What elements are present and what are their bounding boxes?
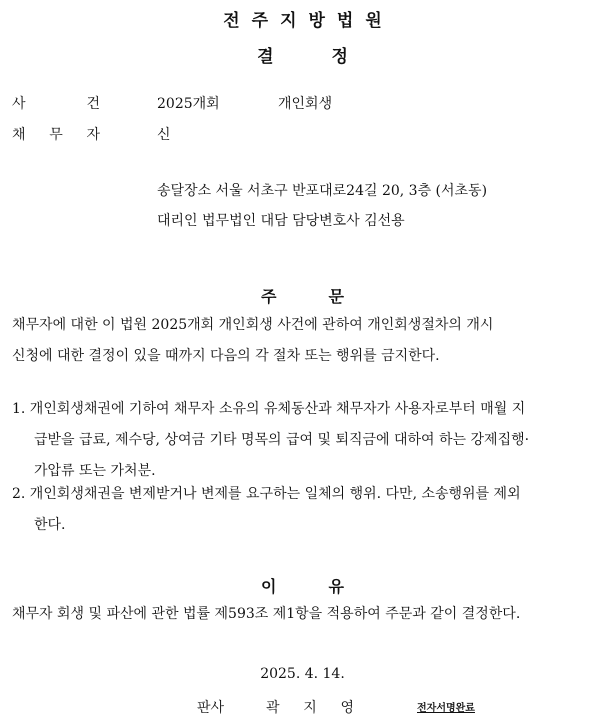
debtor-label-char: 채 bbox=[12, 127, 26, 143]
judge-name bbox=[266, 697, 354, 717]
legal-agent: 대리인 법무법인 대담 담당변호사 김선용 bbox=[157, 213, 405, 229]
debtor-label bbox=[12, 124, 100, 144]
order-item-1 bbox=[12, 394, 597, 487]
delivery-address: 송달장소 서울 서초구 반포대로24길 20, 3층 (서초동) bbox=[157, 183, 488, 199]
order-item-line: 급받을 급료, 제수당, 상여금 기타 명목의 급여 및 퇴직금에 대하여 하는 강제집행· bbox=[34, 432, 530, 448]
order-item-line: 1. 개인회생채권에 기하여 채무자 소유의 유체동산과 채무자가 사용자로부터 매월 지 bbox=[12, 401, 526, 417]
document-type-title: 결정 bbox=[257, 47, 406, 67]
judge-name-char: 곽 bbox=[266, 700, 280, 716]
debtor-name: 신 bbox=[157, 127, 171, 143]
case-number: 2025개회 bbox=[157, 96, 220, 112]
order-item-2 bbox=[12, 479, 597, 541]
judge-name-char: 지 bbox=[303, 700, 317, 716]
electronic-signature-stamp: 전자서명완료 bbox=[417, 703, 475, 714]
decision-date: 2025. 4. 14. bbox=[260, 666, 345, 682]
case-label-char: 건 bbox=[86, 96, 100, 112]
order-heading: 주문 bbox=[261, 287, 396, 306]
order-item-line: 한다. bbox=[34, 517, 66, 533]
case-label bbox=[12, 93, 100, 113]
reason-text: 채무자 회생 및 파산에 관한 법률 제593조 제1항을 적용하여 주문과 같이 결정한다. bbox=[12, 606, 521, 622]
case-label-char: 사 bbox=[12, 96, 26, 112]
order-paragraph-line: 신청에 대한 결정이 있을 때까지 다음의 각 절차 또는 행위를 금지한다. bbox=[12, 348, 440, 364]
debtor-label-char: 무 bbox=[49, 127, 63, 143]
debtor-label-char: 자 bbox=[86, 127, 100, 143]
order-item-line: 가압류 또는 가처분. bbox=[34, 463, 156, 479]
order-paragraph-line: 채무자에 대한 이 법원 2025개회 개인회생 사건에 관하여 개인회생절차의 개시 bbox=[12, 317, 494, 333]
reason-heading: 이유 bbox=[261, 577, 396, 596]
judge-name-char: 영 bbox=[340, 700, 354, 716]
court-name: 전주지방법원 bbox=[223, 11, 394, 31]
order-paragraph bbox=[12, 310, 592, 372]
case-name: 개인회생 bbox=[278, 96, 333, 112]
order-item-line: 2. 개인회생채권을 변제받거나 변제를 요구하는 일체의 행위. 다만, 소송행위를 제외 bbox=[12, 486, 521, 502]
judge-label: 판사 bbox=[197, 700, 225, 716]
